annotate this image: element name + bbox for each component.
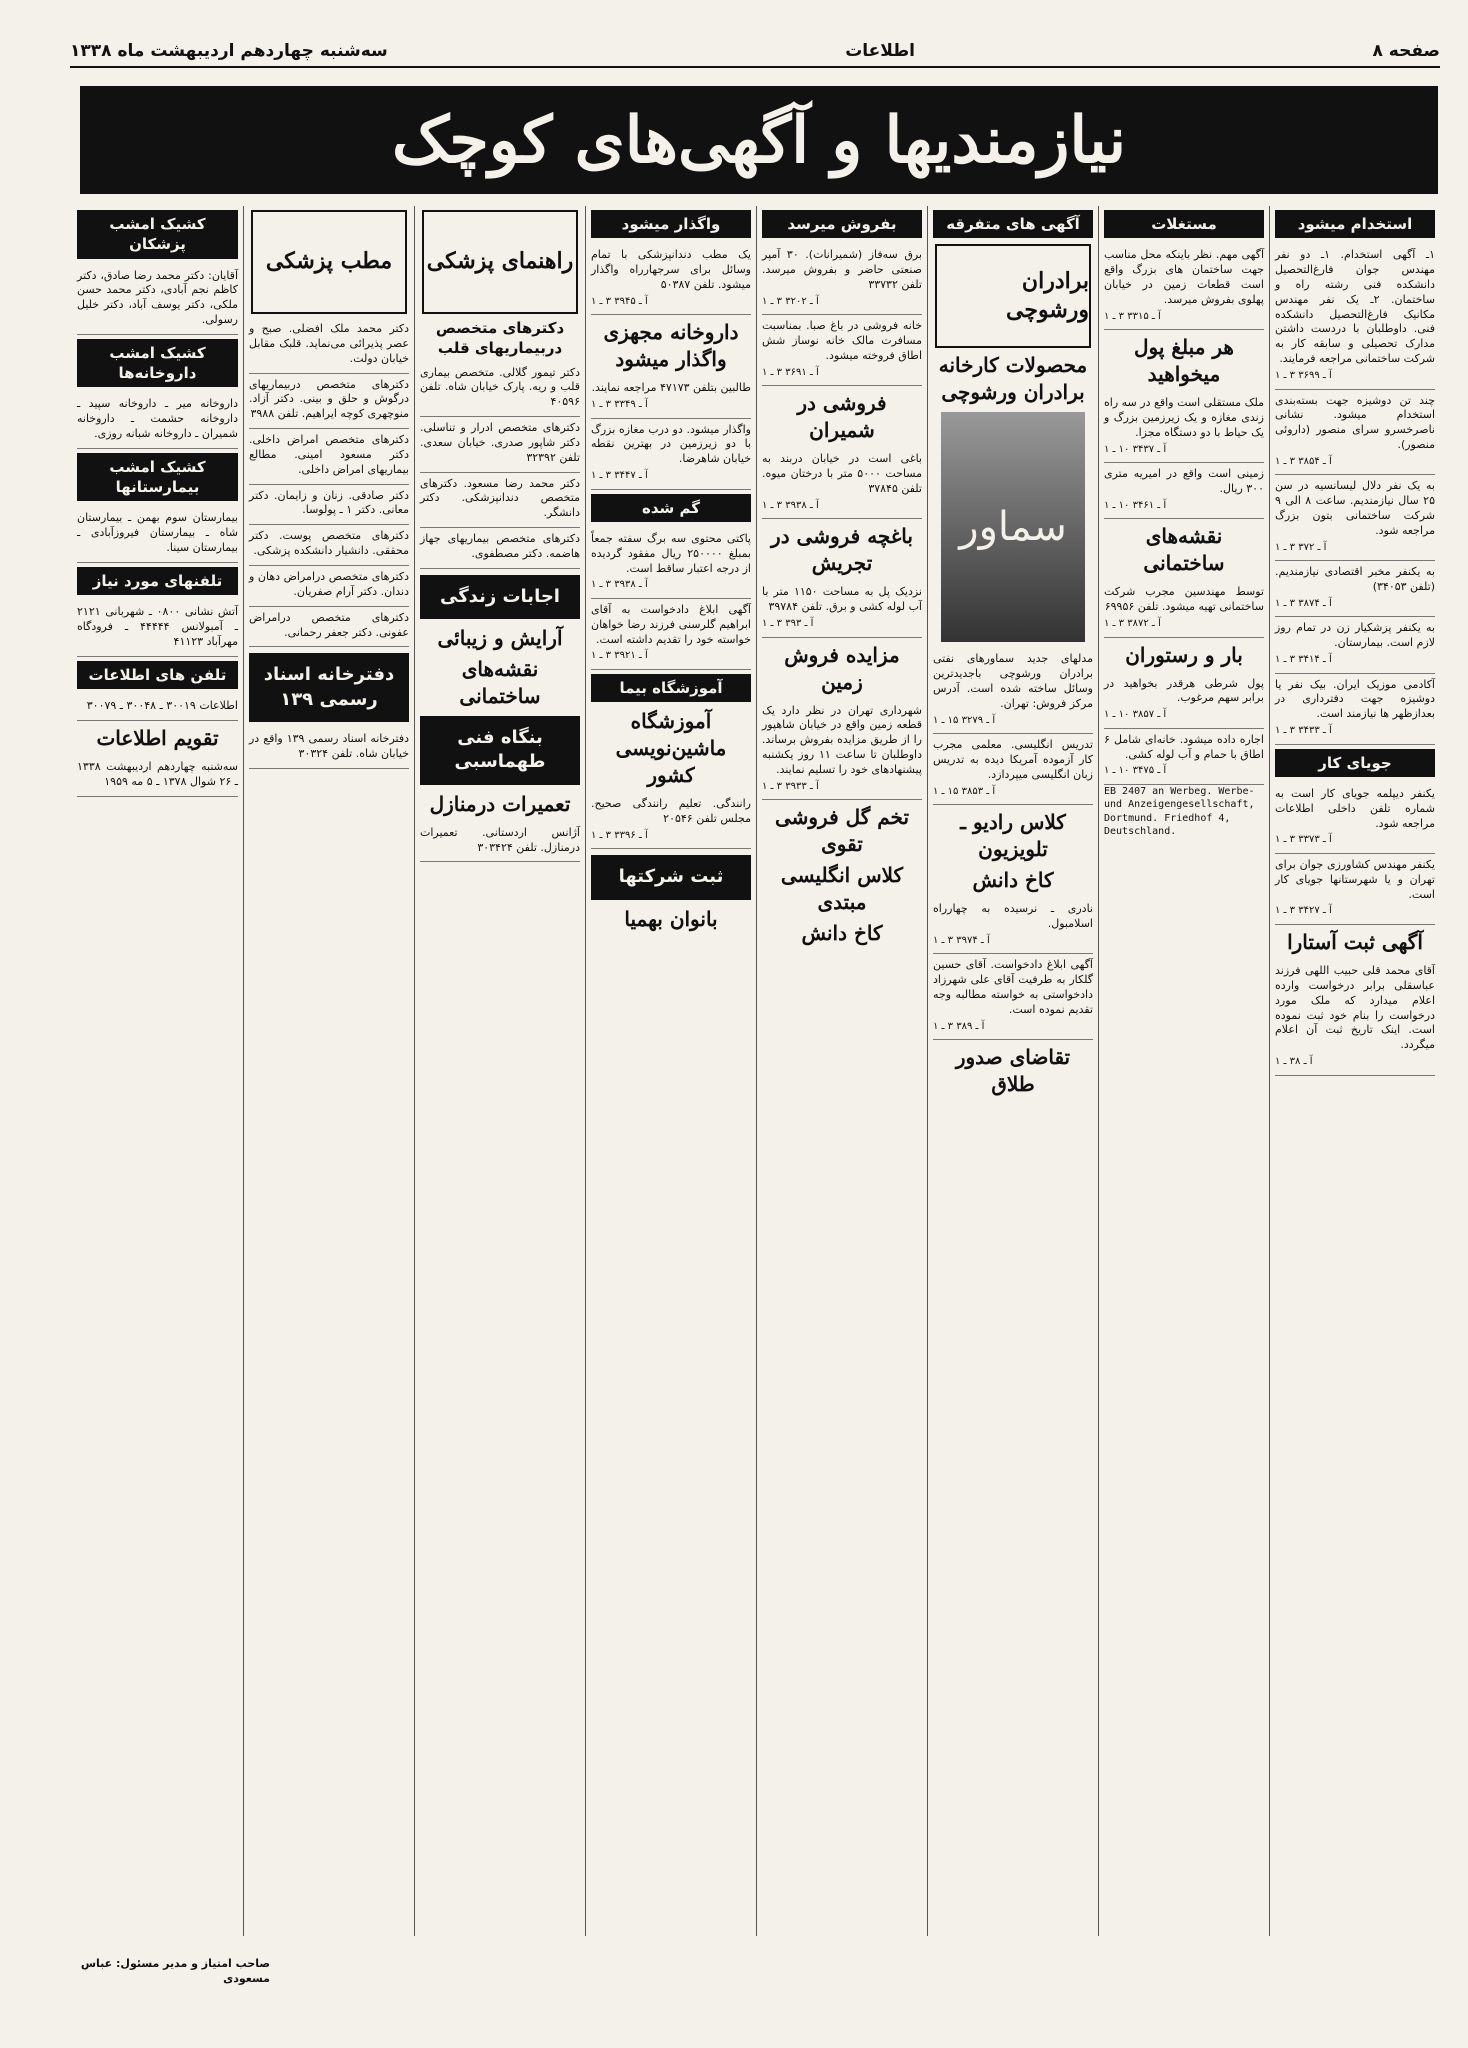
inverse-banner: بنگاه فنی طهماسبی (420, 716, 580, 785)
column-medical-2 (243, 206, 414, 1936)
classified-ad: آقایان: دکتر محمد رضا صادق، دکتر کاظم نجم آبادی، دکتر محمد حسن ملکی، دکتر یوسف آباد، دکتر خلیل رسولی. (77, 265, 238, 335)
section-head: مستغلات (1104, 210, 1264, 238)
section-head: کشیک امشب پزشکان (77, 210, 238, 259)
classified-ad: اطلاعات ۳۰۰۱۹ ـ ۳۰۰۴۸ ـ ۳۰۰۷۹ (77, 695, 238, 721)
classified-ad: دکتر محمد رضا مسعود. دکترهای متخصص دندانپزشکی. دکتر دانشگر. (420, 473, 580, 529)
classified-ad: برق سه‌فاز (شمیرانات). ۳۰ آمپر صنعتی حاضر و بفروش میرسد. تلفن ۳۳۷۳۲ آ ـ ۳۲۰۲ ۳ ـ ۱ (762, 244, 922, 315)
ad-headline: نقشه‌های ساختمانی (459, 657, 541, 709)
section-head: آموزشگاه بیما (591, 674, 751, 702)
classified-ad: طالبین بتلفن ۴۷۱۷۳ مراجعه نمایند. آ ـ ۳۳۴۹ ۳ ـ ۱ (591, 377, 751, 418)
ad-headline: بانوان بهمیا (624, 906, 718, 931)
classified-ad: آگهی ابلاغ دادخواست به آقای ابراهیم گلرسنی فرزند رضا خواهان خواسته خود را تقدیم داشته است. آ ـ ۳۹۲۱ ۳ ـ ۱ (591, 599, 751, 670)
clinic-logo: مطب پزشکی (251, 210, 407, 314)
section-head: تلفنهای مورد نیاز (77, 567, 238, 595)
inverse-banner: دفترخانه اسناد رسمی ۱۳۹ (249, 653, 409, 722)
classified-ad: نادری ـ نرسیده به چهارراه اسلامبول. آ ـ ۳۹۷۴ ۳ ـ ۱ (933, 898, 1093, 954)
classified-ad: آقای محمد قلی حبیب اللهی فرزند عباسقلی برابر درخواست وارده اعلام میدارد که ملک مورد درخواست را بنام خود ثبت نموده است. اینک تاریخ ثبت آن اعلام میگردد. آ ـ ۳۸ ـ ۱ (1275, 960, 1435, 1076)
classified-ad: توسط مهندسین مجرب شرکت ساختمانی تهیه میشود. تلفن ۶۹۹۵۶ آ ـ ۳۸۷۲ ۳ ـ ۱ (1104, 581, 1264, 637)
classified-ad: یکنفر دیپلمه جویای کار است به شماره تلفن داخلی اطلاعات مراجعه شود. آ ـ ۳۳۷۳ ۳ ـ ۱ (1275, 783, 1435, 854)
column-for-sale (756, 206, 927, 1936)
classified-ad: چند تن دوشیزه جهت بسته‌بندی استخدام میشود. نشانی ناصرخسرو سرای منصور (داروئی منصور). آ ـ ۳۸۵۴ ۳ ـ ۱ (1275, 390, 1435, 476)
classified-ad: دکترهای متخصص دربیماریهای درگوش و حلق و بینی. دکتر آزاد. منوچهری کوچه ایراهیم. تلفن ۳۹۸۸ (249, 374, 409, 430)
classified-ad: نزدیک پل به مساحت ۱۱۵۰ متر با آب لوله کشی و برق. تلفن ۳۹۷۸۴ آ ـ ۳۹۳ ۳ ـ ۱ (762, 581, 922, 637)
publisher-text: صاحب امتیاز و مدیر مسئول: عباس مسعودی (80, 1957, 270, 1986)
samovar-image (941, 412, 1085, 642)
ad-headline: محصولات کارخانه برادران ورشوچی (938, 353, 1088, 405)
classified-ad: آگهی ابلاغ دادخواست. آقای حسین گلکار به طرفیت آقای علی شهرزاد دادخواستی به خواسته مطالبه وجه تقدیم نموده است. آ ـ ۳۸۹ ۳ ـ ۱ (933, 954, 1093, 1040)
section-head: کشیک امشب داروخانه‌ها (77, 339, 238, 388)
image-caption: سماور (959, 504, 1067, 551)
ad-headline: باغچه فروشی در تجریش (771, 524, 913, 576)
classified-ad: آژانس اردستانی. تعمیرات درمنازل. تلفن ۳۰۳۴۲۴ (420, 822, 580, 863)
ad-headline: کلاس رادیو ـ تلویزیون (960, 810, 1066, 862)
section-head: آگهی های متفرقه (933, 210, 1093, 238)
inverse-banner: اجابات زندگی (420, 575, 580, 619)
column-real-estate (1098, 206, 1269, 1936)
ad-headline: آرایش و زیبائی (437, 626, 563, 651)
classified-ad: رانندگی. تعلیم رانندگی صحیح. مجلس تلفن ۲۰۵۴۶ آ ـ ۳۳۹۶ ۳ ـ ۱ (591, 793, 751, 849)
ad-headline: تقاضای صدور طلاق (955, 1045, 1071, 1097)
classified-ad: واگذار میشود. دو درب مغازه بزرگ با دو زیرزمین در بهترین نقطه خیابان شاهرضا. آ ـ ۳۴۴۷ ۳ ـ ۱ (591, 419, 751, 490)
classified-ad: پول شرطی هرقدر بخواهید در برابر سهم مرغوب. آ ـ ۳۸۵۷ ۱۰ ـ ۱ (1104, 673, 1264, 729)
classified-ad: اجاره داده میشود. خانه‌ای شامل ۶ اطاق با حمام و آب لوله کشی. آ ـ ۳۴۷۵ ۱۰ ـ ۱ (1104, 729, 1264, 785)
medical-guide-logo: راهنمای پزشکی (422, 210, 578, 314)
ad-headline: تقویم اطلاعات (96, 725, 219, 750)
ad-headline: بار و رستوران (1125, 642, 1243, 667)
classified-ad: ۱ـ آگهی استخدام. ۱ـ دو نفر مهندس جوان فارغ‌التحصیل دانشکده فنی رشته راه و ساختمان. ۲ـ یک نفر مهندس مکانیک فارغ‌التحصیل دانشکده فنی. داوطلبان با دردست داشتن مدارک تحصیلی و سابقه کار به شرکت ساختمانی مراجعه فرمایند. آ ـ ۳۶۹۹ ۳ ـ ۱ (1275, 244, 1435, 389)
classified-ad: به یکنفر پزشکیار زن در تمام روز لازم است. بیمارستان. آ ـ ۳۴۱۴ ۳ ـ ۱ (1275, 617, 1435, 673)
classified-ad: شهرداری تهران در نظر دارد یک قطعه زمین واقع در خیابان شاهپور را از طریق مزایده بفروش برساند. داوطلبان تا ساعت ۱۱ روز یکشنبه پیشنهادهای خود را تسلیم نمایند. آ ـ ۳۹۳۳ ۳ ـ ۱ (762, 700, 922, 801)
newspaper-name: اطلاعات (845, 41, 916, 61)
ad-headline: کاخ دانش (972, 868, 1054, 893)
ad-headline: تخم گل فروشی تقوی (774, 805, 910, 857)
ad-headline: فروشی در شمیران (797, 391, 887, 443)
classified-ad: به یک نفر دلال لیسانسیه در سن ۲۵ سال نیازمندیم. ساعت ۸ الی ۹ شرکت ساختمانی بتون بزرگ مراجعه شود. آ ـ ۳۷۲ ۳ ـ ۱ (1275, 475, 1435, 561)
classified-ad: دکترهای متخصص درامراض دهان و دندان. دکتر آرام صفریان. (249, 566, 409, 607)
classified-ad: دکترهای متخصص پوست. دکتر محققی. دانشیار دانشکده پزشکی. (249, 525, 409, 566)
section-head: تلفن های اطلاعات (77, 661, 238, 689)
classified-ad: دکتر تیمور گلالی. متخصص بیماری قلب و ریه. پارک خیابان شاه. تلفن ۴۰۵۹۶ (420, 362, 580, 418)
classified-ad: آتش نشانی ۰۸۰۰ ـ شهربانی ۲۱۲۱ ـ آمبولانس ۴۴۴۴۴ ـ فرودگاه مهرآباد ۴۱۱۲۳ (77, 601, 238, 657)
classified-ad: دکترهای متخصص ادرار و تناسلی. دکتر شاپور صدری. خیابان سعدی. تلفن ۳۲۳۹۲ (420, 417, 580, 473)
ad-title: دکترهای متخصص دربیماریهای قلب (435, 319, 565, 358)
classified-ad: مدلهای جدید سماورهای نفتی برادران ورشوچی باجدیدترین وسائل ساخته شده است. آدرس مرکز فروش: تهران. آ ـ ۳۲۷۹ ۱۵ ـ ۱ (933, 648, 1093, 734)
classified-ad: بیمارستان سوم بهمن ـ بیمارستان شاه ـ بیمارستان فیروزآبادی ـ بیمارستان سینا. (77, 507, 238, 563)
columns-container (70, 206, 1440, 1936)
publisher-signature (70, 1956, 270, 2026)
brand-logo: برادران ورشوچی (935, 244, 1091, 348)
issue-date: سه‌شنبه چهاردهم اردیبهشت ماه ۱۳۳۸ (70, 41, 388, 61)
foreign-ad: EB 2407 an Werbeg. Werbe-und Anzeigengesellschaft, Dortmund. Friedhof 4, Deutschland. (1104, 785, 1255, 838)
classified-ad: پاکتی محتوی سه برگ سفته جمعاً بمبلغ ۲۵۰۰۰۰ ریال مفقود گردیده از درجه اعتبار ساقط است. آ ـ ۳۹۳۸ ۳ ـ ۱ (591, 528, 751, 599)
section-head: کشیک امشب بیمارستانها (77, 453, 238, 502)
section-banner (80, 86, 1438, 194)
classified-ad: آگهی مهم. نظر باینکه محل مناسب جهت ساختمان های بزرگ واقع است قطعات زمین در خیابان پهلوی بفروش میرسد. آ ـ ۳۳۱۵ ۳ ـ ۱ (1104, 244, 1264, 330)
classified-ad: به یکنفر مخبر اقتصادی نیازمندیم. (تلفن ۳۴۰۵۳) آ ـ ۳۸۷۴ ۳ ـ ۱ (1275, 561, 1435, 617)
column-transfer (585, 206, 756, 1936)
ad-headline: نقشه‌های ساختمانی (1143, 524, 1225, 576)
classified-ad: تدریس انگلیسی. معلمی مجرب کار آزموده آمریکا دیده به تدریس زبان انگلیسی میپردازد. آ ـ ۳۸۵۳ ۱۵ ـ ۱ (933, 734, 1093, 805)
ad-headline: آموزشگاه ماشین‌نویسی کشور (615, 709, 727, 788)
ad-headline: تعمیرات درمنازل (429, 791, 571, 816)
classified-ad: یکنفر مهندس کشاورزی جوان برای تهران و یا شهرستانها جویای کار است. آ ـ ۳۴۲۷ ۳ ـ ۱ (1275, 854, 1435, 925)
section-head: گم شده (591, 494, 751, 522)
section-head: واگذار میشود (591, 210, 751, 238)
section-head: جویای کار (1275, 749, 1435, 777)
banner-title: نیازمندیها و آگهی‌های کوچک (391, 102, 1127, 178)
newspaper-page (70, 36, 1440, 2026)
section-head: استخدام میشود (1275, 210, 1435, 238)
column-medical-1 (414, 206, 585, 1936)
classified-ad: دکتر محمد ملک افضلی. صبح و عصر پذیرائی می‌نماید. قلبک مقابل خیابان دولت. (249, 318, 409, 374)
page-number: صفحه ۸ (1372, 41, 1440, 61)
classified-ad: آکادمی موزیک ایران. بیک نفر یا دوشیزه جهت دفترداری در بعدازظهر ها نیازمند است. آ ـ ۳۴۳۳ ۳ ـ ۱ (1275, 674, 1435, 745)
page-header (70, 36, 1440, 68)
section-head: بفروش میرسد (762, 210, 922, 238)
column-on-duty (72, 206, 243, 1936)
classified-ad: یک مطب دندانپزشکی با تمام وسائل برای سرجهارراه واگذار میشود. تلفن ۵۰۳۸۷ آ ـ ۳۹۴۵ ۳ ـ ۱ (591, 244, 751, 315)
ad-headline: هر مبلغ پول میخواهید (1134, 335, 1234, 387)
classified-ad: دکترهای متخصص امراض داخلی. دکتر مسعود امینی. مطالع بیماریهای امراض داخلی. (249, 429, 409, 485)
inverse-banner: ثبت شرکتها (591, 855, 751, 899)
classified-ad: زمینی است واقع در امیریه متری ۳۰۰ ریال. آ ـ ۳۴۶۱ ۱۰ ـ ۱ (1104, 463, 1264, 519)
classified-ad: باغی است در خیابان دربند به مساحت ۵۰۰۰ متر با درختان میوه. تلفن ۳۷۸۴۵ آ ـ ۳۹۳۸ ۳ ـ ۱ (762, 448, 922, 519)
classified-ad: دکترهای متخصص بیماریهای جهاز هاضمه. دکتر مصطفوی. (420, 528, 580, 569)
column-employment (1269, 206, 1440, 1936)
ad-headline: آگهی ثبت آستارا (1287, 929, 1423, 954)
classified-ad: دکتر صادقی. زنان و زایمان. دکتر معانی. دکتر ۱ ـ پولوسا. (249, 485, 409, 526)
classified-ad: داروخانه میر ـ داروخانه سپید ـ داروخانه حشمت ـ داروخانه شمیران ـ داروخانه شبانه روزی. (77, 393, 238, 449)
classified-ad: ملک مستقلی است واقع در سه راه زندی مغازه و یک زیرزمین بزرگ و یک حیاط با دو دستگاه مجزا. آ ـ ۳۴۳۷ ۱۰ ـ ۱ (1104, 392, 1264, 463)
ad-headline: داروخانه مجهزی واگذار میشود (603, 320, 739, 372)
ad-headline: کلاس انگلیسی مبتدی (780, 863, 904, 915)
classified-ad: دکترهای متخصص درامراض عفونی. دکتر جعفر رحمانی. (249, 607, 409, 648)
classified-ad: سه‌شنبه چهاردهم اردیبهشت ۱۳۳۸ ـ ۲۶ شوال ۱۳۷۸ ـ ۵ مه ۱۹۵۹ (77, 756, 238, 797)
ad-headline: مزایده فروش زمین (784, 642, 900, 694)
column-misc (927, 206, 1098, 1936)
classified-ad: خانه فروشی در باغ صبا. بمناسبت مسافرت مالک خانه نوساز شش اطاق فروخته میشود. آ ـ ۳۶۹۱ ۳ ـ ۱ (762, 315, 922, 386)
ad-headline: کاخ دانش (801, 921, 883, 946)
classified-ad: دفترخانه اسناد رسمی ۱۳۹ واقع در خیابان شاه. تلفن ۳۰۳۲۴ (249, 728, 409, 769)
